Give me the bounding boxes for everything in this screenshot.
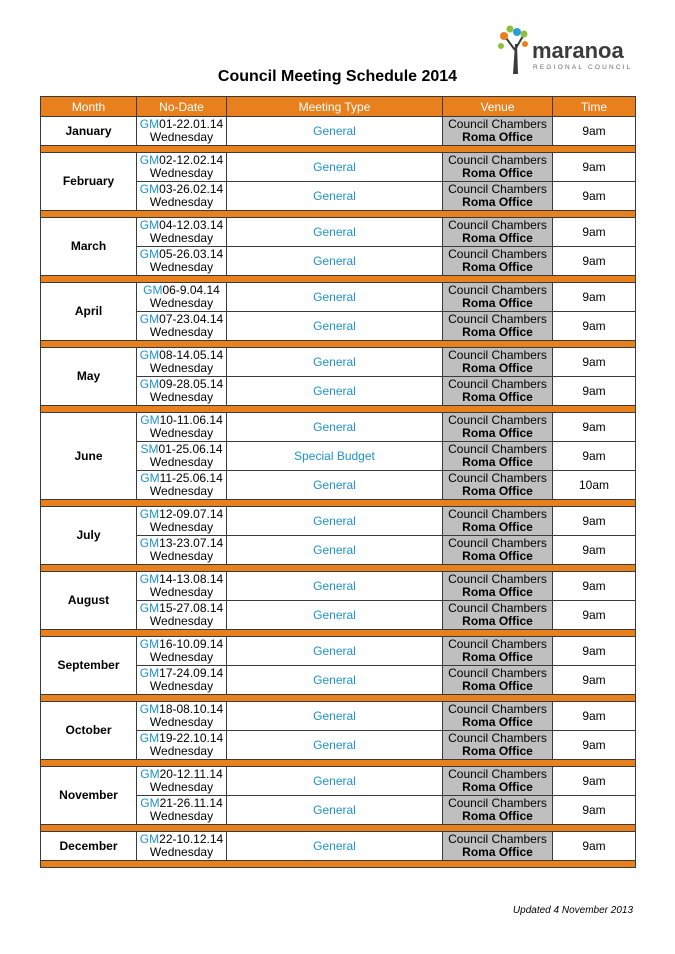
meeting-prefix: GM: [139, 348, 160, 362]
venue-cell: [443, 182, 553, 211]
meeting-type-cell: General: [227, 283, 443, 312]
no-date-cell: [137, 601, 227, 630]
no-date-cell: [137, 377, 227, 406]
time-cell: 9am: [553, 731, 636, 760]
venue-name: Council Chambers: [448, 182, 547, 196]
meeting-type-cell: General: [227, 637, 443, 666]
venue-name: Council Chambers: [448, 153, 547, 167]
month-separator: [41, 500, 636, 507]
table-row: [41, 767, 636, 796]
meeting-day: Wednesday: [149, 390, 214, 404]
month-cell: January: [41, 117, 137, 146]
meeting-type-cell: General: [227, 507, 443, 536]
meeting-day: Wednesday: [149, 361, 214, 375]
venue-office: Roma Office: [462, 520, 533, 534]
table-row: [41, 507, 636, 536]
venue-cell: [443, 153, 553, 182]
venue-name: Council Chambers: [448, 601, 547, 615]
month-cell: October: [41, 702, 137, 760]
time-cell: 9am: [553, 247, 636, 276]
meeting-number-date: 07-23.04.14: [159, 312, 224, 326]
time-cell: 9am: [553, 796, 636, 825]
venue-cell: [443, 572, 553, 601]
month-cell: March: [41, 218, 137, 276]
time-cell: 9am: [553, 666, 636, 695]
meeting-number-date: 11-25.06.14: [159, 471, 223, 485]
meeting-prefix: GM: [139, 507, 160, 521]
venue-cell: [443, 666, 553, 695]
venue-name: Council Chambers: [448, 471, 547, 485]
meeting-day: Wednesday: [149, 585, 214, 599]
venue-cell: [443, 702, 553, 731]
meeting-type-cell: General: [227, 832, 443, 861]
month-cell: May: [41, 348, 137, 406]
meeting-prefix: GM: [139, 182, 160, 196]
meeting-prefix: GM: [139, 536, 160, 550]
no-date-cell: [137, 507, 227, 536]
meeting-day: Wednesday: [149, 325, 214, 339]
month-separator: [41, 565, 636, 572]
no-date-cell: [137, 413, 227, 442]
meeting-day: Wednesday: [149, 296, 214, 310]
venue-office: Roma Office: [462, 195, 533, 209]
time-cell: 9am: [553, 637, 636, 666]
month-separator: [41, 825, 636, 832]
separator-cell: [41, 695, 636, 702]
venue-cell: [443, 731, 553, 760]
venue-name: Council Chambers: [448, 796, 547, 810]
separator-cell: [41, 500, 636, 507]
no-date-cell: [137, 312, 227, 341]
table-row: [41, 413, 636, 442]
separator-cell: [41, 211, 636, 218]
venue-name: Council Chambers: [448, 117, 547, 131]
time-cell: 9am: [553, 536, 636, 565]
meeting-type-cell: General: [227, 413, 443, 442]
logo-subtitle: REGIONAL COUNCIL: [533, 64, 633, 71]
month-separator: [41, 760, 636, 767]
separator-cell: [41, 630, 636, 637]
no-date-cell: [137, 796, 227, 825]
month-separator: [41, 630, 636, 637]
time-cell: 9am: [553, 182, 636, 211]
meeting-day: Wednesday: [149, 679, 214, 693]
venue-cell: [443, 247, 553, 276]
time-cell: 10am: [553, 471, 636, 500]
meeting-prefix: GM: [139, 702, 160, 716]
separator-cell: [41, 760, 636, 767]
meeting-number-date: 13-23.07.14: [159, 536, 224, 550]
meeting-day: Wednesday: [149, 130, 214, 144]
venue-name: Council Chambers: [448, 666, 547, 680]
separator-cell: [41, 825, 636, 832]
no-date-cell: [137, 832, 227, 861]
venue-cell: [443, 767, 553, 796]
meeting-number-date: 01-22.01.14: [159, 117, 224, 131]
time-cell: 9am: [553, 442, 636, 471]
meeting-day: Wednesday: [149, 455, 214, 469]
meeting-type-cell: General: [227, 666, 443, 695]
meeting-number-date: 04-12.03.14: [159, 218, 224, 232]
no-date-cell: [137, 536, 227, 565]
venue-office: Roma Office: [462, 715, 533, 729]
meeting-type-cell: General: [227, 348, 443, 377]
table-row: [41, 832, 636, 861]
table-header-row: [41, 97, 636, 117]
no-date-cell: [137, 767, 227, 796]
venue-cell: [443, 117, 553, 146]
meeting-number-date: 09-28.05.14: [159, 377, 224, 391]
separator-cell: [41, 276, 636, 283]
table-row: [41, 283, 636, 312]
no-date-cell: [137, 572, 227, 601]
table-row: [41, 348, 636, 377]
table-row: [41, 117, 636, 146]
no-date-cell: [137, 348, 227, 377]
meeting-day: Wednesday: [149, 484, 214, 498]
venue-office: Roma Office: [462, 845, 533, 859]
no-date-cell: [137, 117, 227, 146]
updated-note: Updated 4 November 2013: [512, 905, 633, 916]
meeting-number-date: 03-26.02.14: [159, 182, 224, 196]
no-date-cell: [137, 218, 227, 247]
meeting-prefix: GM: [139, 312, 160, 326]
venue-office: Roma Office: [462, 426, 533, 440]
meeting-day: Wednesday: [149, 809, 214, 823]
month-separator: [41, 211, 636, 218]
venue-name: Council Chambers: [448, 442, 547, 456]
meeting-day: Wednesday: [149, 744, 214, 758]
month-separator: [41, 341, 636, 348]
meeting-day: Wednesday: [149, 549, 214, 563]
meeting-type-cell: General: [227, 536, 443, 565]
meeting-number-date: 16-10.09.14: [159, 637, 224, 651]
meeting-type-cell: General: [227, 218, 443, 247]
venue-cell: [443, 312, 553, 341]
meeting-number-date: 22-10.12.14: [159, 832, 224, 846]
meeting-type-cell: General: [227, 767, 443, 796]
no-date-cell: [137, 283, 227, 312]
no-date-cell: [137, 182, 227, 211]
no-date-cell: [137, 153, 227, 182]
month-cell: August: [41, 572, 137, 630]
venue-office: Roma Office: [462, 455, 533, 469]
meeting-day: Wednesday: [149, 614, 214, 628]
meeting-number-date: 10-11.06.14: [159, 413, 223, 427]
meeting-number-date: 06-9.04.14: [162, 283, 220, 297]
month-separator: [41, 276, 636, 283]
venue-cell: [443, 348, 553, 377]
venue-name: Council Chambers: [448, 283, 547, 297]
month-cell: July: [41, 507, 137, 565]
no-date-cell: [137, 666, 227, 695]
meeting-number-date: 02-12.02.14: [159, 153, 224, 167]
venue-office: Roma Office: [462, 361, 533, 375]
no-date-cell: [137, 247, 227, 276]
venue-cell: [443, 796, 553, 825]
meeting-prefix: GM: [139, 117, 160, 131]
page-title: Council Meeting Schedule 2014: [217, 68, 458, 85]
venue-cell: [443, 283, 553, 312]
schedule-table: [40, 96, 636, 868]
no-date-cell: [137, 442, 227, 471]
meeting-type-cell: General: [227, 117, 443, 146]
meeting-prefix: GM: [139, 247, 160, 261]
meeting-prefix: GM: [140, 413, 160, 427]
meeting-prefix: GM: [140, 796, 160, 810]
meeting-day: Wednesday: [149, 715, 214, 729]
table-row: [41, 218, 636, 247]
meeting-type-cell: General: [227, 572, 443, 601]
month-separator: [41, 861, 636, 868]
venue-office: Roma Office: [462, 231, 533, 245]
meeting-type-cell: General: [227, 601, 443, 630]
venue-office: Roma Office: [462, 390, 533, 404]
meeting-prefix: GM: [139, 601, 160, 615]
venue-office: Roma Office: [462, 585, 533, 599]
meeting-prefix: GM: [139, 637, 160, 651]
venue-cell: [443, 218, 553, 247]
meeting-number-date: 18-08.10.14: [159, 702, 224, 716]
header-venue: Venue: [443, 97, 553, 117]
meeting-day: Wednesday: [149, 780, 214, 794]
venue-cell: [443, 637, 553, 666]
meeting-prefix: GM: [139, 572, 160, 586]
no-date-cell: [137, 702, 227, 731]
meeting-prefix: GM: [139, 218, 160, 232]
table-row: [41, 637, 636, 666]
time-cell: 9am: [553, 218, 636, 247]
meeting-prefix: GM: [140, 471, 160, 485]
venue-office: Roma Office: [462, 744, 533, 758]
time-cell: 9am: [553, 153, 636, 182]
meeting-prefix: GM: [143, 283, 163, 297]
month-separator: [41, 406, 636, 413]
month-cell: June: [41, 413, 137, 500]
meeting-type-cell: General: [227, 182, 443, 211]
venue-name: Council Chambers: [448, 377, 547, 391]
venue-office: Roma Office: [462, 484, 533, 498]
meeting-prefix: GM: [139, 377, 160, 391]
month-cell: February: [41, 153, 137, 211]
separator-cell: [41, 406, 636, 413]
time-cell: 9am: [553, 702, 636, 731]
meeting-day: Wednesday: [149, 520, 214, 534]
venue-office: Roma Office: [462, 325, 533, 339]
venue-name: Council Chambers: [448, 731, 547, 745]
venue-name: Council Chambers: [448, 702, 547, 716]
venue-name: Council Chambers: [448, 637, 547, 651]
header-month: Month: [41, 97, 137, 117]
month-cell: December: [41, 832, 137, 861]
time-cell: 9am: [553, 601, 636, 630]
venue-cell: [443, 601, 553, 630]
separator-cell: [41, 565, 636, 572]
venue-office: Roma Office: [462, 130, 533, 144]
venue-office: Roma Office: [462, 614, 533, 628]
meeting-number-date: 01-25.06.14: [158, 442, 223, 456]
meeting-day: Wednesday: [149, 231, 214, 245]
separator-cell: [41, 861, 636, 868]
meeting-type-cell: General: [227, 377, 443, 406]
venue-office: Roma Office: [462, 549, 533, 563]
meeting-prefix: GM: [140, 767, 160, 781]
venue-office: Roma Office: [462, 679, 533, 693]
meeting-prefix: GM: [139, 153, 160, 167]
venue-cell: [443, 832, 553, 861]
table-row: [41, 572, 636, 601]
table-row: [41, 702, 636, 731]
meeting-number-date: 21-26.11.14: [159, 796, 223, 810]
meeting-type-cell: General: [227, 247, 443, 276]
venue-cell: [443, 377, 553, 406]
month-cell: November: [41, 767, 137, 825]
venue-name: Council Chambers: [448, 572, 547, 586]
venue-office: Roma Office: [462, 780, 533, 794]
no-date-cell: [137, 731, 227, 760]
meeting-prefix: GM: [139, 666, 160, 680]
meeting-type-cell: General: [227, 471, 443, 500]
meeting-day: Wednesday: [149, 166, 214, 180]
venue-name: Council Chambers: [448, 348, 547, 362]
venue-office: Roma Office: [462, 260, 533, 274]
no-date-cell: [137, 471, 227, 500]
venue-cell: [443, 536, 553, 565]
venue-name: Council Chambers: [448, 247, 547, 261]
meeting-day: Wednesday: [149, 426, 214, 440]
meeting-number-date: 20-12.11.14: [159, 767, 223, 781]
venue-office: Roma Office: [462, 166, 533, 180]
month-separator: [41, 695, 636, 702]
meeting-type-cell: General: [227, 731, 443, 760]
meeting-number-date: 17-24.09.14: [159, 666, 224, 680]
time-cell: 9am: [553, 832, 636, 861]
separator-cell: [41, 341, 636, 348]
time-cell: 9am: [553, 377, 636, 406]
time-cell: 9am: [553, 348, 636, 377]
time-cell: 9am: [553, 572, 636, 601]
venue-cell: [443, 471, 553, 500]
venue-cell: [443, 507, 553, 536]
venue-name: Council Chambers: [448, 767, 547, 781]
separator-cell: [41, 146, 636, 153]
venue-name: Council Chambers: [448, 312, 547, 326]
logo-wordmark: maranoa: [532, 38, 624, 63]
header-meeting-type: Meeting Type: [227, 97, 443, 117]
meeting-type-cell: General: [227, 702, 443, 731]
meeting-number-date: 15-27.08.14: [159, 601, 224, 615]
venue-name: Council Chambers: [448, 536, 547, 550]
meeting-prefix: GM: [139, 832, 160, 846]
meeting-number-date: 05-26.03.14: [159, 247, 224, 261]
header-time: Time: [553, 97, 636, 117]
time-cell: 9am: [553, 312, 636, 341]
venue-cell: [443, 413, 553, 442]
meeting-type-cell: General: [227, 153, 443, 182]
venue-name: Council Chambers: [448, 832, 547, 846]
table-row: [41, 153, 636, 182]
meeting-day: Wednesday: [149, 845, 214, 859]
meeting-number-date: 12-09.07.14: [159, 507, 224, 521]
venue-cell: [443, 442, 553, 471]
meeting-day: Wednesday: [149, 260, 214, 274]
header-no-date: No-Date: [137, 97, 227, 117]
venue-office: Roma Office: [462, 650, 533, 664]
venue-office: Roma Office: [462, 296, 533, 310]
meeting-day: Wednesday: [149, 650, 214, 664]
time-cell: 9am: [553, 283, 636, 312]
venue-name: Council Chambers: [448, 218, 547, 232]
month-cell: September: [41, 637, 137, 695]
meeting-day: Wednesday: [149, 195, 214, 209]
venue-name: Council Chambers: [448, 507, 547, 521]
meeting-type-cell: General: [227, 796, 443, 825]
time-cell: 9am: [553, 413, 636, 442]
meeting-number-date: 14-13.08.14: [159, 572, 224, 586]
time-cell: 9am: [553, 117, 636, 146]
time-cell: 9am: [553, 507, 636, 536]
meeting-type-cell: Special Budget: [227, 442, 443, 471]
no-date-cell: [137, 637, 227, 666]
meeting-number-date: 19-22.10.14: [159, 731, 224, 745]
meeting-prefix: GM: [139, 731, 160, 745]
month-separator: [41, 146, 636, 153]
meeting-prefix: SM: [140, 442, 159, 456]
meeting-number-date: 08-14.05.14: [159, 348, 224, 362]
month-cell: April: [41, 283, 137, 341]
venue-name: Council Chambers: [448, 413, 547, 427]
venue-office: Roma Office: [462, 809, 533, 823]
time-cell: 9am: [553, 767, 636, 796]
meeting-type-cell: General: [227, 312, 443, 341]
